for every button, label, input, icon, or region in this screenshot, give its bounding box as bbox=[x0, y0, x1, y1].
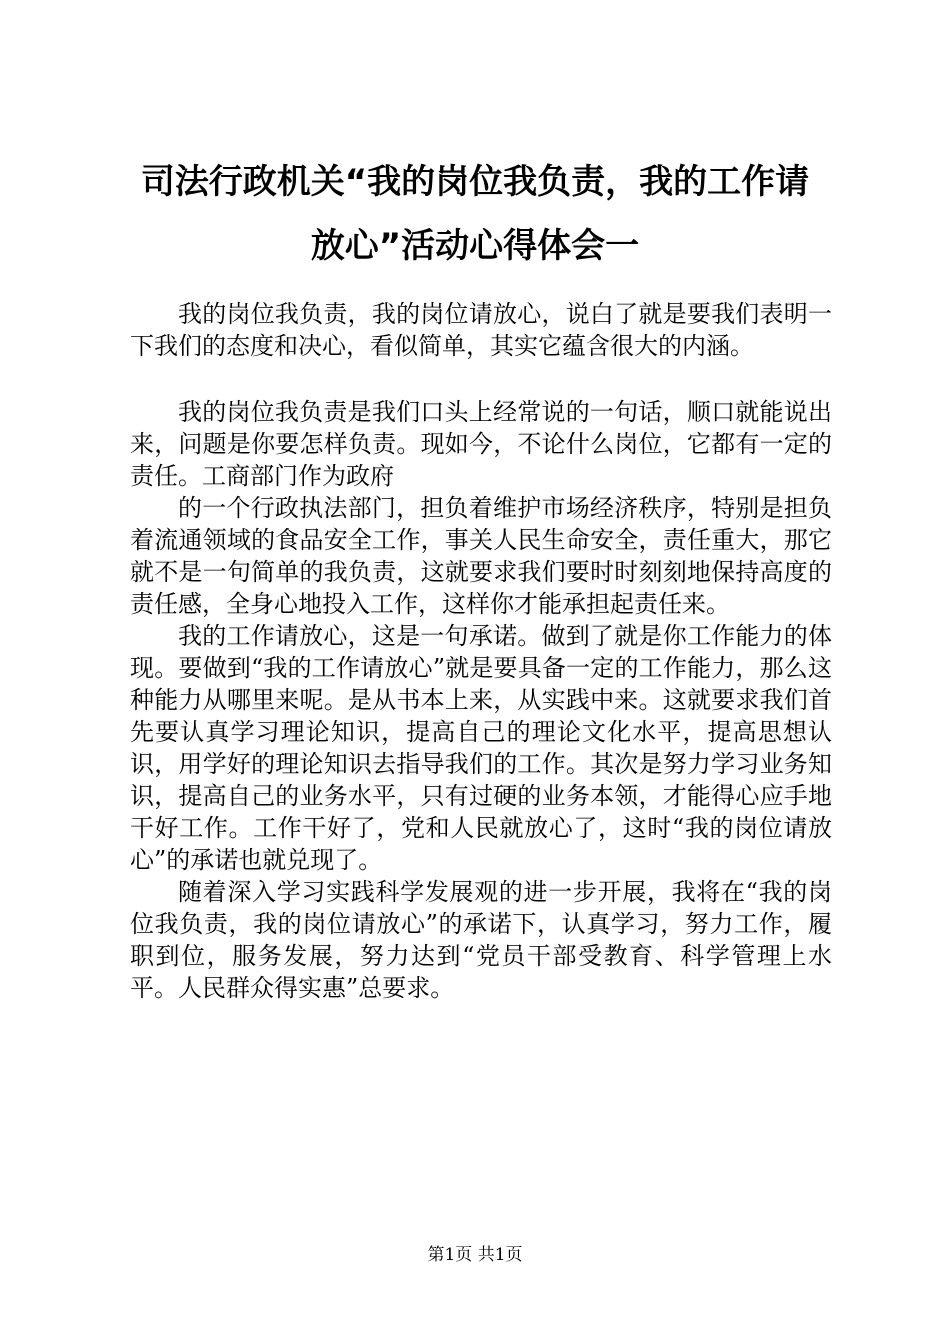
document-body bbox=[130, 298, 832, 1004]
paragraph-3: 的一个行政执法部门，担负着维护市场经济秩序，特别是担负着流通领域的食品安全工作，事关人民生命安全，责任重大，那它就不是一句简单的我负责，这就要求我们要时时刻刻地保持高度的责任感，全身心地投入工作，这样你才能承担起责任来。 bbox=[130, 494, 832, 618]
document-title-line-1: 司法行政机关“我的岗位我负责，我的工作请 bbox=[140, 162, 810, 202]
paragraph-2: 我的岗位我负责是我们口头上经常说的一句话，顺口就能说出来，问题是你要怎样负责。现如今，不论什么岗位，它都有一定的责任。工商部门作为政府 bbox=[130, 398, 832, 490]
paragraph-4: 我的工作请放心，这是一句承诺。做到了就是你工作能力的体现。要做到“我的工作请放心”就是要具备一定的工作能力，那么这种能力从哪里来呢。是从书本上来，从实践中来。这就要求我们首先要认真学习理论知识，提高自己的理论文化水平，提高思想认识，用学好的理论知识去指导我们的工作。其次是努力学习业务知识，提高自己的业务水平，只有过硬的业务本领，才能得心应手地干好工作。工作干好了，党和人民就放心了，这时“我的岗位请放心”的承诺也就兑现了。 bbox=[130, 622, 832, 874]
page-footer: 第1页 共1页 bbox=[427, 1245, 523, 1265]
paragraph-5: 随着深入学习实践科学发展观的进一步开展，我将在“我的岗位我负责，我的岗位请放心”的承诺下，认真学习，努力工作，履职到位，服务发展，努力达到“党员干部受教育、科学管理上水平。人民群众得实惠”总要求。 bbox=[130, 878, 832, 1002]
paragraph-1: 我的岗位我负责，我的岗位请放心，说白了就是要我们表明一下我们的态度和决心，看似简单，其实它蕴含很大的内涵。 bbox=[130, 300, 832, 360]
document-title-line-2: 放心”活动心得体会一 bbox=[310, 226, 640, 266]
